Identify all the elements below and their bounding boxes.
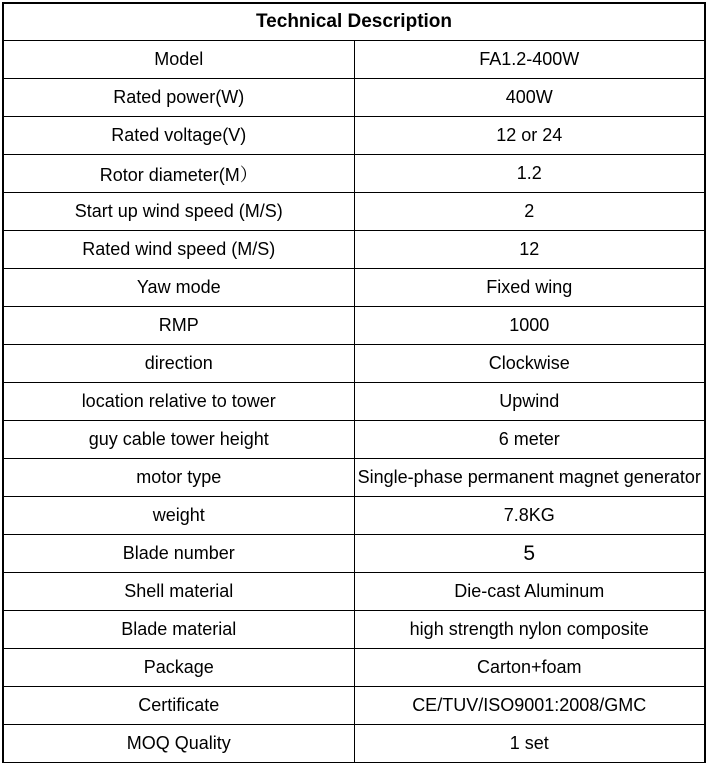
row-label: Blade material: [4, 611, 355, 649]
row-label: direction: [4, 345, 355, 383]
row-value: 1 set: [354, 725, 705, 763]
table-row-rotor-diameter: [4, 155, 705, 193]
table-row-model: [4, 41, 705, 79]
table-row-rated-power: [4, 79, 705, 117]
row-label: Start up wind speed (M/S): [4, 193, 355, 231]
row-value: Upwind: [354, 383, 705, 421]
row-value: 12 or 24: [354, 117, 705, 155]
row-value: 2: [354, 193, 705, 231]
row-value: Carton+foam: [354, 649, 705, 687]
table-row-blade-material: [4, 611, 705, 649]
table-row-certificate: [4, 687, 705, 725]
row-value: 400W: [354, 79, 705, 117]
table-row-rmp: [4, 307, 705, 345]
row-value: FA1.2-400W: [354, 41, 705, 79]
row-value: CE/TUV/ISO9001:2008/GMC: [354, 687, 705, 725]
row-value: 5: [354, 535, 705, 573]
row-value: high strength nylon composite: [354, 611, 705, 649]
technical-description-table: [3, 3, 705, 763]
row-value: 1.2: [354, 155, 705, 193]
row-label: Yaw mode: [4, 269, 355, 307]
row-value: 12: [354, 231, 705, 269]
table-row-start-up-wind-speed: [4, 193, 705, 231]
table-row-location-relative-to-tower: [4, 383, 705, 421]
table-row-package: [4, 649, 705, 687]
row-value: Die-cast Aluminum: [354, 573, 705, 611]
table-row-rated-wind-speed: [4, 231, 705, 269]
table-row-rated-voltage: [4, 117, 705, 155]
table-row-moq-quality: [4, 725, 705, 763]
row-label: Model: [4, 41, 355, 79]
row-label: Certificate: [4, 687, 355, 725]
row-value: 1000: [354, 307, 705, 345]
row-label: Rated voltage(V): [4, 117, 355, 155]
row-label: Rated power(W): [4, 79, 355, 117]
table-row-shell-material: [4, 573, 705, 611]
table-row-weight: [4, 497, 705, 535]
table-row-blade-number: [4, 535, 705, 573]
row-value: 7.8KG: [354, 497, 705, 535]
table-title-row: [4, 4, 705, 41]
row-label: location relative to tower: [4, 383, 355, 421]
row-label: Shell material: [4, 573, 355, 611]
table-row-guy-cable-tower-height: [4, 421, 705, 459]
row-value: Fixed wing: [354, 269, 705, 307]
row-label: Package: [4, 649, 355, 687]
row-label: Rotor diameter(M）: [4, 155, 355, 193]
row-label: weight: [4, 497, 355, 535]
row-value: Clockwise: [354, 345, 705, 383]
table-row-motor-type: [4, 459, 705, 497]
row-label: guy cable tower height: [4, 421, 355, 459]
row-label: RMP: [4, 307, 355, 345]
row-label: MOQ Quality: [4, 725, 355, 763]
row-value: Single-phase permanent magnet generator: [354, 459, 705, 497]
table-row-direction: [4, 345, 705, 383]
row-label: Blade number: [4, 535, 355, 573]
table-title: Technical Description: [4, 4, 705, 41]
technical-description-table-frame: [2, 2, 706, 763]
row-value: 6 meter: [354, 421, 705, 459]
table-row-yaw-mode: [4, 269, 705, 307]
row-label: motor type: [4, 459, 355, 497]
row-label: Rated wind speed (M/S): [4, 231, 355, 269]
